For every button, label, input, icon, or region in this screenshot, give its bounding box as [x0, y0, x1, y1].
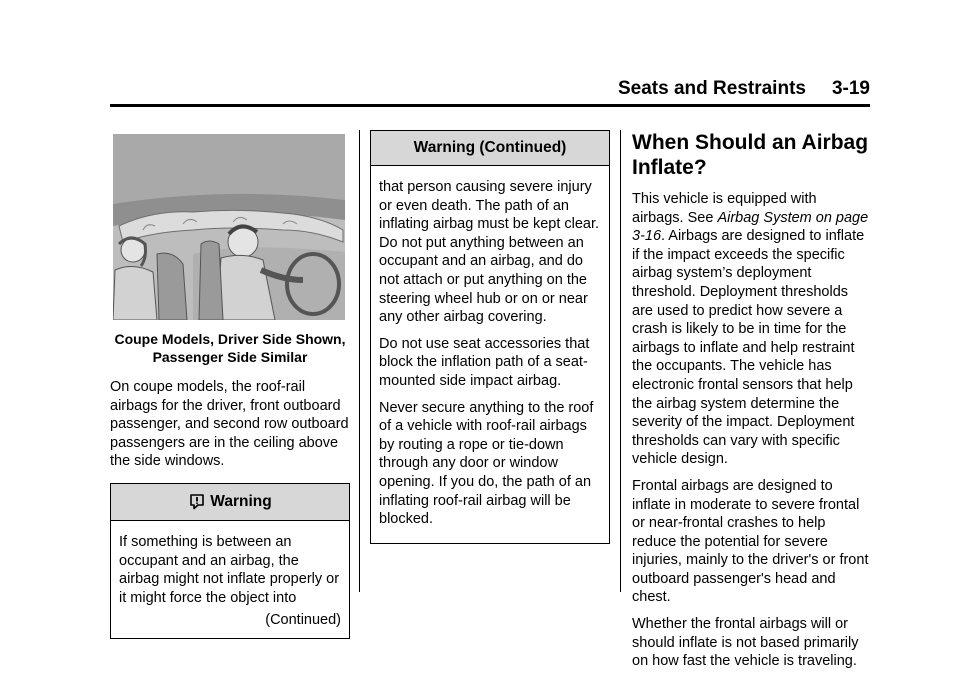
- warning-icon: [188, 492, 206, 510]
- warning-paragraph: Never secure anything to the roof of a vehicle with roof-rail airbags by routing a rope or tie-down through any door or window opening. If you do, the path of an inflating roof-rail airbag will be blocked.: [379, 399, 594, 528]
- warning-text: If something is between an occupant and an airbag, the airbag might not inflate properly or it might force the object into: [119, 533, 340, 606]
- warning-header: [111, 484, 349, 521]
- warning-title: Warning: [210, 492, 272, 510]
- column-divider: [620, 130, 621, 592]
- warning-body: [371, 166, 609, 543]
- text-run: . Airbags are designed to inflate if the impact exceeds the specific airbag system’s deployment threshold. Deployment thresholds are used to predict how severe a crash is likely to be in time for the airbags to inflate and help restraint the occupants. The vehicle has electronic frontal sensors that help the airbag system determine the severity of the impact. Deployment thresholds can vary with specific vehicle design.: [632, 228, 865, 468]
- body-paragraph: On coupe models, the roof-rail airbags for the driver, front outboard passenger, and second row outboard passengers are in the ceiling above the side windows.: [110, 379, 349, 470]
- figure-caption: [110, 330, 350, 366]
- warning-header: Warning (Continued): [371, 131, 609, 166]
- body-paragraph: Frontal airbags are designed to inflate in moderate to severe frontal or near-frontal crashes to help reduce the potential for severe injuries, mainly to the driver's or front outboard passenger's head and chest.: [632, 477, 869, 606]
- body-paragraph: Whether the frontal airbags will or should inflate is not based primarily on how fast the vehicle is traveling.: [632, 616, 859, 670]
- warning-body: [111, 521, 349, 638]
- section-heading: When Should an Airbag Inflate?: [632, 131, 869, 179]
- caption-line: Coupe Models, Driver Side Shown,: [114, 331, 346, 347]
- caption-line: Passenger Side Similar: [152, 349, 308, 365]
- warning-paragraph: Do not use seat accessories that block the inflation path of a seat-mounted side impact airbag.: [379, 335, 590, 389]
- page-number: 3-19: [831, 78, 870, 99]
- column-middle: [370, 130, 610, 544]
- column-left: [110, 130, 350, 639]
- airbag-illustration: [113, 134, 345, 320]
- section-title: Seats and Restraints: [618, 78, 806, 99]
- page-header: [110, 78, 870, 100]
- column-divider: [359, 130, 360, 592]
- body-paragraph: [632, 190, 872, 469]
- warning-box: [110, 483, 350, 639]
- warning-box-continued: [370, 130, 610, 544]
- text-run: This vehicle is equipped with airbags. See: [632, 191, 817, 226]
- header-rule: [110, 104, 870, 107]
- column-right: [632, 130, 872, 679]
- continued-label: (Continued): [265, 612, 341, 629]
- cross-reference-link[interactable]: Airbag System on page 3-16: [632, 209, 869, 245]
- warning-paragraph: that person causing severe injury or even death. The path of an inflating airbag must be kept clear. Do not put anything between an occupant and an airbag, and do not attach or put anything on the steering wheel hub or on or near any other airbag covering.: [379, 179, 600, 326]
